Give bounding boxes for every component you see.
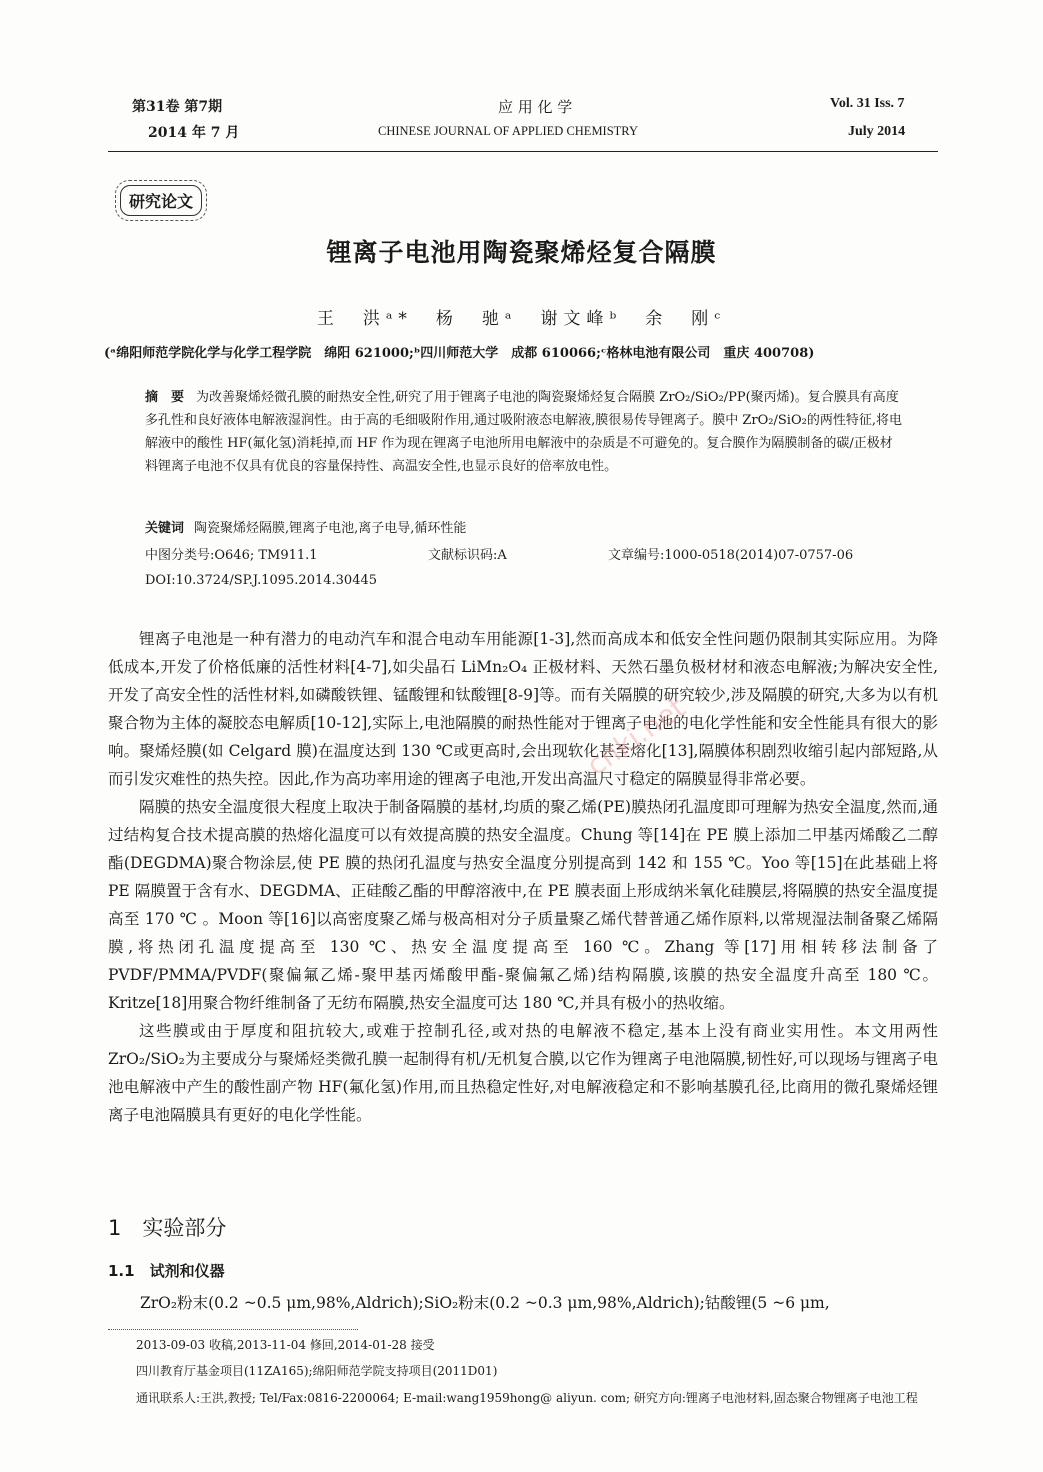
- article-number: 文章编号:1000-0518(2014)07-0757-06: [608, 548, 854, 563]
- journal-title-cn: 应 用 化 学: [498, 98, 573, 116]
- article-type-label: 研究论文: [120, 185, 202, 216]
- reagents-text: ZrO₂粉末(0.2 ~0.5 μm,98%,Aldrich);SiO₂粉末(0.2 ~0.3 μm,98%,Aldrich);钴酸锂(5 ~6 μm,: [140, 1294, 830, 1312]
- keywords-label: 关键词: [145, 521, 185, 536]
- date-cn: 2014 年 7 月: [148, 125, 240, 141]
- watermark: cnki.net: [580, 690, 692, 783]
- footnote-contact: 通讯联系人:王洪,教授; Tel/Fax:0816-2200064; E-mail:wang1959hong@ aliyun. com; 研究方向:锂离子电池材料,固态聚合物锂离子电池工程: [136, 1391, 918, 1405]
- paper-title: 锂离子电池用陶瓷聚烯烃复合隔膜: [326, 238, 717, 267]
- document-code: 文献标识码:A: [428, 548, 507, 563]
- section-1-heading: 1 实验部分: [108, 1216, 227, 1240]
- journal-title-en: CHINESE JOURNAL OF APPLIED CHEMISTRY: [378, 124, 638, 138]
- authors: 王 洪ᵃ* 杨 驰ᵃ 谢文峰ᵇ 余 刚ᶜ: [316, 309, 727, 329]
- footnote-funding: 四川教育厅基金项目(11ZA165);绵阳师范学院支持项目(2011D01): [136, 1364, 498, 1378]
- paragraph-intro-3: 这些膜或由于厚度和阻抗较大,或难于控制孔径,或对热的电解液不稳定,基本上没有商业实用性。本文用两性 ZrO₂/SiO₂为主要成分与聚烯烃类微孔膜一起制得有机/无机复合膜,以它作为锂离子电池隔膜,韧性好,可以现场与锂离子电池电解液中产生的酸性副产物 HF(氟化氢)作用,而且热稳定性好,对电解液稳定和不影响基膜孔径,比商用的微孔聚烯烃锂离子电池隔膜具有更好的电化学性能。: [108, 1022, 938, 1124]
- article-type-tag: [115, 180, 207, 221]
- date-en: July 2014: [848, 124, 906, 139]
- paragraph-intro-2: 隔膜的热安全温度很大程度上取决于制备隔膜的基材,均质的聚乙烯(PE)膜热闭孔温度即可理解为热安全温度,然而,通过结构复合技术提高膜的热熔化温度可以有效提高膜的热安全温度。Chung 等[14]在 PE 膜上添加二甲基丙烯酸乙二醇酯(DEGDMA)聚合物涂层,使 PE 膜的热闭孔温度与热安全温度分别提高到 142 和 155 ℃。Yoo 等[15]在此基础上将 PE 隔膜置于含有水、DEGDMA、正硅酸乙酯的甲醇溶液中,在 PE 膜表面上形成纳米氧化硅膜层,将隔膜的热安全温度提高至 170 ℃ 。Moon 等[16]以高密度聚乙烯与极高相对分子质量聚乙烯代替普通乙烯作原料,以常规湿法制备聚乙烯隔膜,将热闭孔温度提高至 130 ℃、热安全温度提高至 160 ℃。Zhang 等[17]用相转移法制备了 PVDF/PMMA/PVDF(聚偏氟乙烯-聚甲基丙烯酸甲酯-聚偏氟乙烯)结构隔膜,该膜的热安全温度升高至 180 ℃。Kritze[18]用聚合物纤维制备了无纺布隔膜,热安全温度可达 180 ℃,并具有极小的热收缩。: [108, 798, 938, 1012]
- abstract: [145, 386, 905, 478]
- keywords-text: 陶瓷聚烯烃隔膜,锂离子电池,离子电导,循环性能: [194, 521, 467, 536]
- paragraph-intro-1: 锂离子电池是一种有潜力的电动汽车和混合电动车用能源[1-3],然而高成本和低安全性问题仍限制其实际应用。为降低成本,开发了价格低廉的活性材料[4-7],如尖晶石 LiMn₂O₄ 正极材料、天然石墨负极材材和液态电解液;为解决安全性,开发了高安全性的活性材料,如磷酸铁锂、锰酸锂和钛酸锂[8-9]等。而有关隔膜的研究较少,涉及隔膜的研究,大多为以有机聚合物为主体的凝胶态电解质[10-12],实际上,电池隔膜的耐热性能对于锂离子电池的电化学性能和安全性能具有很大的影响。聚烯烃膜(如 Celgard 膜)在温度达到 130 ℃或更高时,会出现软化甚至熔化[13],隔膜体积剧烈收缩引起内部短路,从而引发灾难性的热失控。因此,作为高功率用途的锂离子电池,开发出高温尺寸稳定的隔膜显得非常必要。: [108, 630, 938, 788]
- body-text: [108, 625, 938, 1129]
- volume-issue-en: Vol. 31 Iss. 7: [830, 96, 905, 111]
- doi: DOI:10.3724/SP.J.1095.2014.30445: [145, 573, 378, 588]
- clc-number: 中图分类号:O646; TM911.1: [145, 548, 318, 563]
- affiliations: (ᵃ绵阳师范学院化学与化学工程学院 绵阳 621000;ᵇ四川师范大学 成都 610066;ᶜ格林电池有限公司 重庆 400708): [104, 346, 815, 361]
- footnote-received: 2013-09-03 收稿,2013-11-04 修回,2014-01-28 接受: [136, 1338, 435, 1352]
- keywords: [145, 517, 905, 540]
- volume-issue-cn: 第31卷 第7期: [132, 99, 223, 115]
- abstract-label: 摘 要: [145, 390, 185, 405]
- section-1-1-heading: 1.1 试剂和仪器: [108, 1262, 225, 1280]
- header-rule: [108, 151, 938, 152]
- footnote-rule: [108, 1329, 358, 1330]
- abstract-text: 为改善聚烯烃微孔膜的耐热安全性,研究了用于锂离子电池的陶瓷聚烯烃复合隔膜 ZrO₂/SiO₂/PP(聚丙烯)。复合膜具有高度多孔性和良好液体电解液湿润性。由于高的毛细吸附作用,通过吸附液态电解液,膜很易传导锂离子。膜中 ZrO₂/SiO₂的两性特征,将电解液中的酸性 HF(氟化氢)消耗掉,而 HF 作为现在锂离子电池所用电解液中的杂质是不可避免的。复合膜作为隔膜制备的碳/正极材料锂离子电池不仅具有优良的容量保持性、高温安全性,也显示良好的倍率放电性。: [145, 390, 902, 474]
